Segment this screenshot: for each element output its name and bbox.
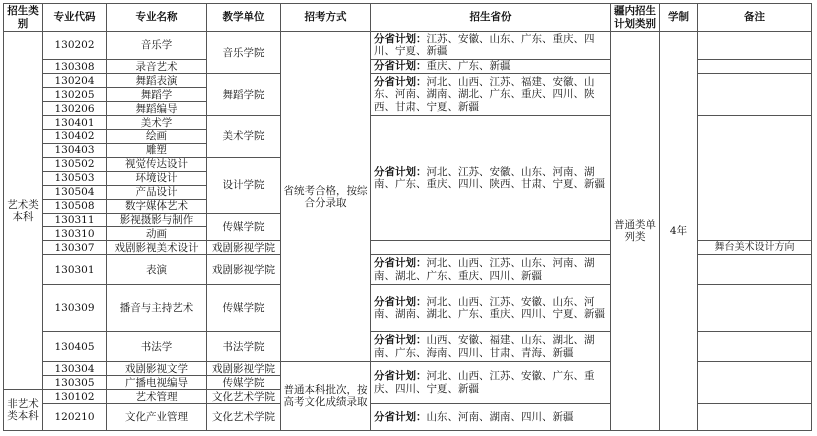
- major-code: 130403: [43, 143, 107, 157]
- province-list: 河北、山西、江苏、安徽、广东、重庆、四川、宁夏、新疆: [374, 370, 595, 395]
- province-list: 河北、山西、江苏、安徽、山东、河南、湖南、湖北、广东、重庆、四川、宁夏、新疆: [374, 295, 605, 321]
- header-code: 专业代码: [43, 4, 107, 32]
- remark-cell: [698, 32, 812, 60]
- major-name: 雕塑: [107, 143, 207, 157]
- major-name: 戏剧影视美术设计: [107, 241, 207, 255]
- remark-cell: 舞台美术设计方向: [698, 241, 812, 255]
- province-list: 江苏、安徽、山东、广东、重庆、四川、宁夏、新疆: [374, 32, 595, 58]
- header-provinces: 招生省份: [371, 4, 611, 32]
- remark-cell: [698, 59, 812, 73]
- plan-label: 分省计划：: [374, 60, 427, 73]
- province-plan: [371, 116, 611, 241]
- province-plan: [371, 59, 611, 73]
- header-unit: 教学单位: [207, 4, 281, 32]
- province-plan: [371, 241, 611, 255]
- major-code: 130508: [43, 199, 107, 213]
- teaching-unit: 美术学院: [207, 116, 281, 158]
- major-code: 130205: [43, 88, 107, 102]
- plan-label: 分省计划：: [374, 334, 427, 347]
- major-name: 艺术管理: [107, 390, 207, 404]
- major-name: 播音与主持艺术: [107, 285, 207, 332]
- table-row: [4, 32, 812, 60]
- remark-cell: [698, 74, 812, 116]
- major-name: 产品设计: [107, 185, 207, 199]
- major-code: 130202: [43, 32, 107, 60]
- remark-cell: [698, 362, 812, 404]
- major-name: 影视摄影与制作: [107, 213, 207, 227]
- major-name: 舞蹈编导: [107, 102, 207, 116]
- plan-label: 分省计划：: [374, 32, 427, 45]
- major-code: 130308: [43, 59, 107, 73]
- major-name: 表演: [107, 255, 207, 285]
- remark-cell: [698, 116, 812, 241]
- major-name: 音乐学: [107, 32, 207, 60]
- plan-label: 分省计划：: [374, 257, 427, 270]
- province-list: 重庆、广东、新疆: [426, 60, 511, 73]
- province-plan: [371, 332, 611, 362]
- major-code: 130204: [43, 74, 107, 88]
- admission-method: 省统考合格，按综合分录取: [281, 32, 371, 362]
- major-name: 书法学: [107, 332, 207, 362]
- province-plan: [371, 285, 611, 332]
- header-plan-type: 疆内招生计划类别: [611, 4, 660, 32]
- teaching-unit: 戏剧影视学院: [207, 362, 281, 376]
- major-name: 视觉传达设计: [107, 157, 207, 171]
- teaching-unit: 设计学院: [207, 157, 281, 213]
- province-list: 河北、江苏、安徽、山东、河南、湖南、广东、重庆、四川、陕西、甘肃、宁夏、新疆: [374, 165, 605, 191]
- plan-label: 分省计划：: [374, 370, 427, 383]
- plan-label: 分省计划：: [374, 75, 427, 88]
- plan-type: 普通类单列类: [611, 32, 660, 431]
- major-name: 绘画: [107, 129, 207, 143]
- major-name: 文化产业管理: [107, 404, 207, 431]
- province-plan: [371, 74, 611, 116]
- major-code: 130502: [43, 157, 107, 171]
- teaching-unit: 传媒学院: [207, 376, 281, 390]
- province-list: 山东、河南、湖南、四川、新疆: [426, 410, 574, 423]
- header-category: 招生类别: [4, 4, 43, 32]
- province-list: 山西、安徽、福建、山东、湖北、湖南、广东、海南、四川、甘肃、青海、新疆: [374, 334, 595, 359]
- duration: 4年: [660, 32, 698, 431]
- category-art: 艺术类本科: [4, 32, 43, 390]
- teaching-unit: 戏剧影视学院: [207, 241, 281, 255]
- major-code: 130311: [43, 213, 107, 227]
- major-code: 130402: [43, 129, 107, 143]
- province-list: 河北、山西、江苏、山东、河南、湖南、湖北、广东、重庆、四川、新疆: [374, 257, 595, 282]
- major-name: 舞蹈表演: [107, 74, 207, 88]
- province-plan: [371, 32, 611, 60]
- header-duration: 学制: [660, 4, 698, 32]
- teaching-unit: 戏剧影视学院: [207, 255, 281, 285]
- major-code: 130304: [43, 362, 107, 376]
- major-code: 130503: [43, 171, 107, 185]
- teaching-unit: 文化艺术学院: [207, 404, 281, 431]
- major-code: 130504: [43, 185, 107, 199]
- major-code: 130307: [43, 241, 107, 255]
- teaching-unit: 音乐学院: [207, 32, 281, 74]
- major-name: 动画: [107, 227, 207, 241]
- major-code: 130305: [43, 376, 107, 390]
- major-code: 130310: [43, 227, 107, 241]
- category-non-art: 非艺术类本科: [4, 390, 43, 431]
- major-name: 戏剧影视文学: [107, 362, 207, 376]
- header-method: 招考方式: [281, 4, 371, 32]
- province-plan: [371, 404, 611, 431]
- remark-cell: [698, 255, 812, 285]
- remark-cell: [698, 332, 812, 362]
- major-code: 120210: [43, 404, 107, 431]
- header-name: 专业名称: [107, 4, 207, 32]
- major-code: 130206: [43, 102, 107, 116]
- province-plan: [371, 362, 611, 404]
- major-code: 130309: [43, 285, 107, 332]
- province-list: 河北、山西、江苏、福建、安徽、山东、河南、湖南、湖北、广东、重庆、四川、陕西、甘肃、宁夏、新疆: [374, 75, 595, 113]
- teaching-unit: 舞蹈学院: [207, 74, 281, 116]
- major-code: 130301: [43, 255, 107, 285]
- teaching-unit: 传媒学院: [207, 213, 281, 241]
- enrollment-table: [3, 3, 812, 431]
- major-code: 130401: [43, 116, 107, 130]
- remark-cell: [698, 404, 812, 431]
- major-name: 广播电视编导: [107, 376, 207, 390]
- plan-label: 分省计划：: [374, 165, 427, 178]
- major-name: 环境设计: [107, 171, 207, 185]
- major-name: 美术学: [107, 116, 207, 130]
- major-code: 130405: [43, 332, 107, 362]
- major-name: 录音艺术: [107, 59, 207, 73]
- remark-cell: [698, 285, 812, 332]
- province-plan: [371, 255, 611, 285]
- plan-label: 分省计划：: [374, 295, 427, 308]
- plan-label: 分省计划：: [374, 410, 427, 423]
- teaching-unit: 传媒学院: [207, 285, 281, 332]
- major-code: 130102: [43, 390, 107, 404]
- major-name: 数字媒体艺术: [107, 199, 207, 213]
- header-row: [4, 4, 812, 32]
- header-remarks: 备注: [698, 4, 812, 32]
- admission-method: 普通本科批次，按高考文化成绩录取: [281, 362, 371, 431]
- teaching-unit: 书法学院: [207, 332, 281, 362]
- teaching-unit: 文化艺术学院: [207, 390, 281, 404]
- major-name: 舞蹈学: [107, 88, 207, 102]
